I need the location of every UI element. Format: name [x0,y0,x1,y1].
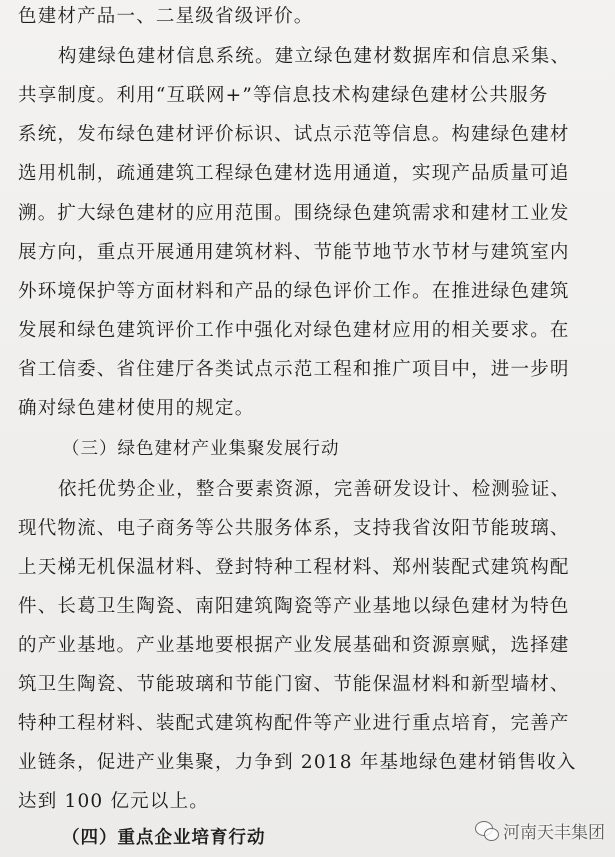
wechat-icon [475,821,499,841]
paragraph-line: 溯。扩大绿色建材的应用范围。围绕绿色建筑需求和建材工业发 [18,203,570,224]
paragraph-line: 依托优势企业，整合要素资源，完善研发设计、检测验证、 [58,479,571,500]
paragraph-line: 色建材产品一、二星级省级评价。 [18,6,314,27]
paragraph-line: 展方向，重点开展通用建筑材料、节能节地节水节材与建筑室内 [18,242,570,263]
paragraph-line: 特种工程材料、装配式建筑构配件等产业进行重点培育，完善产 [18,713,570,734]
paragraph-line: 系统，发布绿色建材评价标识、试点示范等信息。构建绿色建材 [18,124,570,145]
section-heading: （三）绿色建材产业集聚发展行动 [62,439,340,459]
paragraph-line: 件、长葛卫生陶瓷、南阳建筑陶瓷等产业基地以绿色建材为特色 [18,596,570,617]
section-heading: （四）重点企业培育行动 [62,828,266,848]
paragraph-line: 选用机制，疏通建筑工程绿色建材选用通道，实现产品质量可追 [18,163,570,184]
paragraph-line: 发展和绿色建筑评价工作中强化对绿色建材应用的相关要求。在 [18,320,570,341]
paragraph-line: 确对绿色建材使用的规定。 [18,398,255,419]
paragraph-line: 筑卫生陶瓷、节能玻璃和节能门窗、节能保温材料和新型墙材、 [18,674,570,695]
watermark-text: 河南天丰集团 [503,823,605,843]
paragraph-line: 外环境保护等方面材料和产品的绿色评价工作。在推进绿色建筑 [18,281,570,302]
paragraph-line: 上天梯无机保温材料、登封特种工程材料、郑州装配式建筑构配 [18,557,570,578]
watermark [475,818,605,843]
paragraph-line: 现代物流、电子商务等公共服务体系，支持我省汝阳节能玻璃、 [18,518,570,539]
paragraph-line: 达到 100 亿元以上。 [18,791,209,812]
paragraph-line: 省工信委、省住建厅各类试点示范工程和推广项目中，进一步明 [18,359,570,380]
paragraph-line: 构建绿色建材信息系统。建立绿色建材数据库和信息采集、 [58,46,571,67]
paragraph-line: 共享制度。利用“互联网+”等信息技术构建绿色建材公共服务 [18,85,549,106]
paragraph-line: 业链条，促进产业集聚，力争到 2018 年基地绿色建材销售收入 [18,752,577,773]
paragraph-line: 的产业基地。产业基地要根据产业发展基础和资源禀赋，选择建 [18,635,570,656]
